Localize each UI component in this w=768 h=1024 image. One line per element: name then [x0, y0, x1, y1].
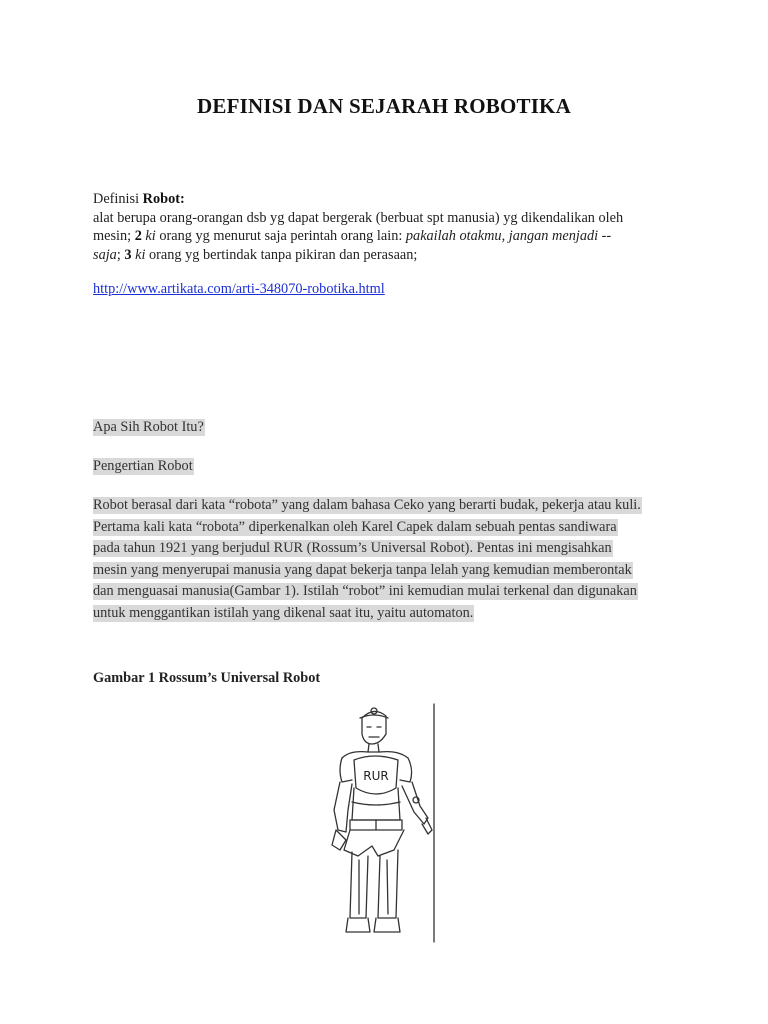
source-link[interactable]: http://www.artikata.com/arti-348070-robotika.html — [93, 281, 385, 297]
heading-apa-sih-robot — [93, 418, 205, 437]
heading-pengertian-robot — [93, 457, 194, 476]
definition-number: 2 — [134, 228, 142, 244]
definition-text: ; — [116, 246, 125, 263]
definition-abbrev: ki — [141, 228, 156, 244]
paragraph-line — [93, 582, 693, 604]
robot-illustration — [322, 700, 450, 948]
document-title: DEFINISI DAN SEJARAH ROBOTIKA — [197, 94, 571, 118]
definition-term: Robot: — [142, 191, 185, 207]
paragraph-text: Robot berasal dari kata “robota” yang dalam bahasa Ceko yang berarti budak, pekerja atau kuli. — [93, 497, 641, 513]
definition-text: -- — [598, 228, 612, 244]
definition-number: 3 — [124, 246, 132, 263]
definition-line-2 — [93, 227, 673, 246]
definition-text: mesin; — [93, 228, 135, 244]
definition-text: orang yg menurut saja perintah orang lain: — [155, 228, 406, 244]
definition-abbrev: ki — [131, 246, 146, 263]
paragraph-text: pada tahun 1921 yang berjudul RUR (Rossum’s Universal Robot). Pentas ini mengisahkan — [93, 540, 612, 556]
definition-heading-line — [93, 190, 673, 209]
robot-paragraph — [93, 496, 693, 625]
heading-text: Apa Sih Robot Itu? — [93, 419, 204, 435]
definition-label: Definisi — [93, 191, 143, 207]
paragraph-line — [93, 539, 693, 561]
robot-chest-label: RUR — [363, 769, 389, 783]
definition-line-1: alat berupa orang-orangan dsb yg dapat bergerak (berbuat spt manusia) yg dikendalikan oleh — [93, 209, 624, 226]
paragraph-line — [93, 518, 693, 540]
paragraph-text: mesin yang menyerupai manusia yang dapat bekerja tanpa lelah yang kemudian memberontak — [93, 561, 632, 578]
paragraph-line — [93, 496, 693, 518]
paragraph-line — [93, 604, 693, 626]
definition-example: pakailah otakmu, jangan menjadi — [405, 228, 599, 244]
definition-text: orang yg bertindak tanpa pikiran dan perasaan; — [145, 246, 418, 263]
definition-example: saja — [93, 246, 117, 263]
paragraph-text: untuk menggantikan istilah yang dikenal saat itu, yaitu automaton. — [93, 604, 474, 621]
heading-text: Pengertian Robot — [93, 458, 193, 474]
definition-line-3 — [93, 246, 673, 265]
paragraph-text: Pertama kali kata “robota” diperkenalkan oleh Karel Capek dalam sebuah pentas sandiwara — [93, 518, 617, 535]
paragraph-text: dan menguasai manusia(Gambar 1). Istilah “robot” ini kemudian mulai terkenal dan digunakan — [93, 583, 637, 599]
paragraph-line — [93, 561, 693, 583]
figure-caption: Gambar 1 Rossum’s Universal Robot — [93, 670, 321, 686]
definition-block — [93, 190, 673, 264]
